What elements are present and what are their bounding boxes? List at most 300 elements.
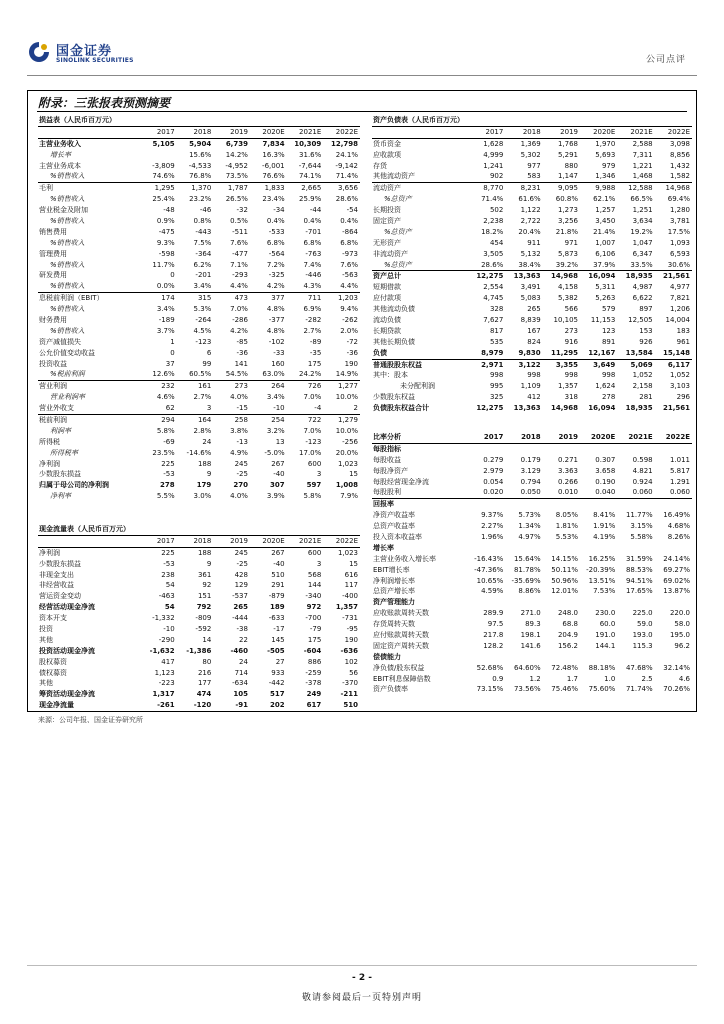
table-cell: -13	[236, 437, 248, 446]
table-cell: 1,206	[669, 305, 690, 314]
table-cell: 245	[234, 459, 248, 468]
table-row	[372, 161, 692, 172]
table-cell: 2.8%	[193, 426, 212, 435]
row-label: 非经营收益	[39, 581, 74, 590]
row-label: 增长率	[50, 150, 71, 159]
table-cell: 12,275	[468, 271, 505, 282]
row-label: %销售收入	[50, 172, 85, 181]
table-cell: 0	[170, 348, 175, 357]
table-cell: -370	[342, 679, 358, 688]
table-row	[38, 459, 360, 470]
table-cell: 167	[527, 326, 541, 335]
table-cell: 3.7%	[156, 326, 175, 335]
table-cell: -48	[163, 206, 175, 215]
row-label: 存货	[373, 161, 387, 170]
table-cell: -864	[342, 227, 358, 236]
table-cell: 7,834	[262, 139, 285, 148]
row-label: 固定资产	[373, 216, 401, 225]
table-cell: 1,109	[520, 382, 541, 391]
table-cell: 4.2%	[230, 326, 248, 335]
table-cell: 7.53%	[593, 587, 616, 596]
table-cell: 998	[489, 371, 504, 380]
table-cell: 0.4%	[303, 216, 322, 225]
table-cell: 8.26%	[667, 532, 690, 541]
table-cell: 1.011	[669, 455, 690, 464]
table-row	[38, 369, 360, 380]
table-cell: 58.0	[674, 620, 690, 629]
table-cell: 8,856	[669, 150, 690, 159]
table-cell: 1,203	[323, 293, 360, 304]
row-label: 短期借款	[373, 283, 401, 292]
table-cell: 13	[275, 437, 285, 446]
table-cell: 1,357	[335, 603, 358, 612]
table-cell: 117	[344, 581, 358, 590]
table-cell: -85	[236, 337, 248, 346]
table-cell: 38.4%	[518, 260, 541, 269]
table-cell: 267	[271, 548, 285, 557]
table-cell: 9,095	[543, 183, 580, 194]
section-title: 资产负债表（人民币百万元）	[372, 115, 692, 126]
table-cell: 583	[527, 172, 541, 181]
table-row	[372, 138, 692, 149]
table-cell: 21.4%	[593, 227, 616, 236]
table-cell: 156.2	[557, 641, 578, 650]
table-cell: 2.7%	[193, 393, 212, 402]
table-cell: -443	[195, 227, 212, 236]
table-cell: 160	[271, 359, 285, 368]
table-cell: 1,787	[213, 183, 250, 194]
table-cell: 24.1%	[335, 150, 358, 159]
table-row	[38, 426, 360, 437]
table-cell: 0.794	[520, 477, 541, 486]
table-cell: 616	[344, 570, 358, 579]
table-cell: 10.65%	[476, 576, 504, 585]
table-cell: 7,627	[483, 315, 504, 324]
table-row	[372, 684, 692, 695]
table-cell: 13,363	[513, 404, 541, 413]
section-title: 现金流量表（人民币百万元）	[38, 524, 360, 535]
table-cell: 568	[307, 570, 322, 579]
table-cell: 258	[213, 415, 250, 426]
table-cell: -16.43%	[474, 554, 504, 563]
table-cell: 4.6%	[156, 393, 175, 402]
row-label: 资产负债率	[373, 685, 408, 694]
table-cell: 3	[206, 404, 212, 413]
table-cell: 579	[601, 305, 616, 314]
table-cell: 17.65%	[625, 587, 653, 596]
row-label: %销售收入	[50, 282, 85, 291]
table-row	[38, 547, 360, 558]
table-cell: 3,098	[669, 139, 690, 148]
table-cell: -731	[342, 614, 358, 623]
table-cell: -44	[309, 206, 322, 215]
table-row	[38, 348, 360, 359]
table-cell: 3,505	[483, 249, 504, 258]
table-cell: 1,277	[323, 381, 360, 392]
table-cell: -442	[268, 679, 285, 688]
year-header-row	[38, 126, 360, 138]
table-cell: 39.2%	[555, 260, 578, 269]
row-label: 其他	[39, 679, 53, 688]
table-cell: 74.6%	[152, 172, 175, 181]
table-cell: 1.0	[604, 674, 616, 683]
table-cell: 0.4%	[340, 216, 358, 225]
table-cell	[617, 499, 654, 510]
table-cell	[617, 597, 654, 608]
table-cell: 21.8%	[555, 227, 578, 236]
table-cell	[543, 652, 580, 663]
table-cell: 4.4%	[230, 282, 248, 291]
table-cell: 0.279	[483, 455, 504, 464]
table-cell: 1,468	[632, 172, 653, 181]
table-row	[38, 381, 360, 392]
table-cell: 7.9%	[340, 492, 358, 501]
table-cell: 8,770	[468, 183, 505, 194]
table-cell: -95	[346, 624, 358, 633]
table-cell: 998	[601, 371, 616, 380]
table-cell: 510	[343, 701, 358, 710]
row-label: 研发费用	[39, 271, 67, 280]
table-cell: 961	[676, 337, 690, 346]
table-cell: -10	[163, 624, 175, 633]
table-cell: 37	[165, 359, 175, 368]
row-label: 资产总计	[372, 271, 468, 282]
table-cell: 164	[177, 415, 214, 426]
table-row	[372, 554, 692, 565]
row-label: %销售收入	[50, 260, 85, 269]
row-label: %总资产	[384, 260, 412, 269]
table-row	[38, 448, 360, 459]
table-cell: 0.307	[595, 455, 616, 464]
table-cell: 69.02%	[663, 576, 690, 585]
row-label: 每股股利	[373, 488, 401, 497]
row-label: 每股收益	[373, 455, 401, 464]
row-label: %销售收入	[50, 195, 85, 204]
table-cell: 0.010	[557, 488, 578, 497]
table-row	[372, 619, 692, 630]
table-cell: 105	[233, 690, 248, 699]
table-cell: 14,968	[550, 404, 578, 413]
cashflow-statement-table	[38, 524, 360, 711]
table-cell: 0.924	[632, 477, 653, 486]
table-row	[372, 392, 692, 403]
table-cell: 1,369	[520, 139, 541, 148]
table-cell: 0.9	[492, 674, 504, 683]
table-cell: 315	[177, 293, 214, 304]
table-cell	[617, 543, 654, 554]
table-cell	[543, 597, 580, 608]
table-cell: -290	[158, 635, 175, 644]
table-cell	[543, 443, 580, 454]
table-cell: 2.7%	[303, 326, 322, 335]
table-cell: 190	[344, 635, 358, 644]
table-cell: -5.0%	[264, 448, 285, 457]
row-label: 少数股东损益	[39, 470, 81, 479]
table-cell: 123	[601, 326, 616, 335]
table-cell: 617	[306, 701, 322, 710]
table-cell: 141	[234, 359, 248, 368]
table-cell: 12.01%	[551, 587, 578, 596]
table-cell: 7.5%	[193, 238, 212, 247]
table-cell: 6.8%	[266, 238, 285, 247]
year-header: 2018	[177, 126, 214, 138]
table-cell: -15	[236, 404, 248, 413]
table-cell: 412	[527, 393, 541, 402]
table-cell: 270	[233, 481, 248, 490]
table-cell: -511	[232, 227, 248, 236]
table-cell: -505	[267, 646, 285, 655]
table-cell	[543, 499, 580, 510]
table-cell: 6.2%	[193, 260, 212, 269]
table-cell: -33	[273, 348, 285, 357]
table-cell: 281	[639, 393, 653, 402]
table-cell: 75.46%	[551, 685, 578, 694]
year-header: 2021E	[287, 126, 324, 138]
document-type: 公司点评	[645, 55, 686, 65]
table-cell: -809	[195, 614, 212, 623]
row-label: 长期贷款	[373, 326, 401, 335]
table-cell: 12,167	[588, 348, 616, 357]
table-cell: -378	[305, 679, 322, 688]
table-cell	[468, 597, 505, 608]
table-row	[38, 293, 360, 304]
row-label: 偿债能力	[373, 652, 401, 661]
table-cell	[655, 597, 692, 608]
table-cell: 74.1%	[299, 172, 322, 181]
table-cell: -325	[268, 271, 285, 280]
table-cell: 14,968	[543, 271, 580, 282]
row-label: 增长率	[373, 543, 394, 552]
table-cell: 361	[197, 570, 212, 579]
table-cell: 600	[307, 459, 322, 468]
table-cell: 75.60%	[588, 685, 616, 694]
table-cell: 273	[213, 381, 250, 392]
table-cell: 13.87%	[663, 587, 690, 596]
table-cell: 995	[489, 382, 504, 391]
table-cell: 24	[239, 657, 248, 666]
section-title-row	[372, 432, 692, 443]
table-cell: 89.3	[525, 620, 541, 629]
table-cell: 144.1	[595, 641, 616, 650]
table-cell: 71.4%	[335, 172, 358, 181]
table-cell: 17.0%	[299, 448, 322, 457]
row-label: 应付款项	[373, 294, 401, 303]
table-cell: 0.190	[595, 477, 616, 486]
table-cell: -256	[342, 437, 358, 446]
table-cell: 6.8%	[340, 238, 358, 247]
table-cell: 8.05%	[555, 511, 578, 520]
table-row	[38, 624, 360, 635]
table-cell: 1,241	[483, 161, 504, 170]
table-cell: 7.6%	[340, 260, 358, 269]
table-cell: 19.2%	[630, 227, 653, 236]
table-cell: 27	[275, 657, 285, 666]
table-cell: 4.821	[632, 466, 653, 475]
table-cell: 7,311	[632, 150, 653, 159]
year-header: 2017	[140, 126, 177, 138]
table-cell: 115.3	[632, 641, 653, 650]
table-cell: -634	[232, 679, 248, 688]
table-cell: 12,505	[628, 315, 653, 324]
table-cell: 5,069	[617, 359, 654, 370]
row-label: %销售收入	[50, 238, 85, 247]
table-row	[372, 652, 692, 663]
table-cell: 50.11%	[551, 565, 578, 574]
table-cell: 1.81%	[555, 522, 578, 531]
table-cell: 198.1	[520, 630, 541, 639]
table-cell: 6	[206, 348, 212, 357]
table-cell: 1,007	[595, 238, 616, 247]
table-cell: 3,491	[520, 283, 541, 292]
row-label: 销售费用	[39, 227, 67, 236]
table-cell: 0.0%	[156, 282, 175, 291]
table-cell: -123	[305, 437, 322, 446]
table-cell: -293	[232, 271, 248, 280]
table-row	[38, 392, 360, 403]
table-row	[372, 271, 692, 282]
table-cell: 4,158	[557, 283, 578, 292]
table-cell: 12,588	[617, 183, 654, 194]
table-cell: 714	[234, 668, 248, 677]
table-cell: 60.0	[599, 620, 616, 629]
table-cell: 3.4%	[156, 305, 175, 314]
table-row	[372, 477, 692, 488]
disclaimer-note: 敬请参阅最后一页特别声明	[301, 993, 422, 1003]
table-cell: -364	[195, 249, 212, 258]
table-cell: 71.4%	[481, 195, 504, 204]
table-cell: 6,117	[655, 359, 692, 370]
row-label: 回报率	[372, 499, 468, 510]
table-row	[38, 580, 360, 591]
table-cell: 8,231	[505, 183, 542, 194]
table-cell: 1.96%	[481, 532, 504, 541]
table-cell: 225	[161, 459, 175, 468]
table-cell: 31.59%	[625, 554, 653, 563]
table-cell: 4.0%	[230, 393, 248, 402]
table-cell: 979	[601, 161, 616, 170]
table-cell: 4.0%	[230, 492, 248, 501]
row-label: EBIT利息保障倍数	[373, 674, 431, 683]
table-cell: 245	[234, 548, 248, 557]
table-cell: 21,561	[655, 271, 692, 282]
table-cell: 2,971	[468, 359, 505, 370]
table-cell	[580, 543, 617, 554]
table-cell: -879	[268, 592, 285, 601]
table-cell: 5.73%	[518, 511, 541, 520]
year-header: 2019	[543, 432, 580, 443]
table-row	[372, 293, 692, 304]
table-cell: 225.0	[632, 609, 653, 618]
table-cell	[505, 597, 542, 608]
table-cell: -10	[273, 404, 285, 413]
table-cell: 267	[271, 459, 285, 468]
table-cell: 3	[316, 559, 322, 568]
table-cell	[468, 443, 505, 454]
table-cell: -444	[232, 614, 248, 623]
table-cell: 4.97%	[518, 532, 541, 541]
table-cell: 2.27%	[481, 522, 504, 531]
table-cell: 2,554	[483, 283, 504, 292]
table-row	[372, 304, 692, 315]
table-cell: 99	[202, 359, 212, 368]
table-cell: 188	[197, 548, 212, 557]
table-cell: 1,023	[337, 459, 358, 468]
table-row	[38, 480, 360, 491]
row-label: %销售收入	[50, 216, 85, 225]
table-cell: -340	[305, 592, 322, 601]
table-cell: 60.8%	[555, 195, 578, 204]
table-cell: 5,132	[520, 249, 541, 258]
row-label: 息税前利润（EBIT）	[38, 293, 140, 304]
table-cell: 3.0%	[193, 492, 212, 501]
row-label: 营业利润	[38, 381, 140, 392]
table-row	[38, 227, 360, 238]
table-row	[372, 641, 692, 652]
row-label: 净利润	[39, 548, 60, 557]
table-cell: 998	[564, 371, 578, 380]
table-cell: 1.91%	[593, 522, 616, 531]
table-cell: -25	[236, 470, 248, 479]
row-label: 毛利	[38, 183, 140, 194]
table-row	[372, 194, 692, 205]
table-cell: -36	[236, 348, 248, 357]
table-cell: 11,153	[590, 315, 616, 324]
table-cell: 230.0	[595, 609, 616, 618]
table-cell: 933	[271, 668, 285, 677]
table-cell: 97.5	[487, 620, 504, 629]
row-label: 负债	[373, 348, 387, 357]
table-cell	[543, 543, 580, 554]
table-cell: 7.6%	[230, 238, 248, 247]
table-cell: 1,295	[140, 183, 177, 194]
table-row	[372, 205, 692, 216]
table-cell	[655, 443, 692, 454]
table-cell: 1,833	[250, 183, 287, 194]
row-label: 无形资产	[373, 238, 401, 247]
table-cell: 502	[489, 206, 504, 215]
table-cell: 1.34%	[518, 522, 541, 531]
table-cell: 535	[489, 337, 504, 346]
table-cell: 6,347	[632, 249, 653, 258]
table-cell: 5,291	[557, 150, 578, 159]
table-cell: 202	[270, 701, 285, 710]
table-row	[38, 238, 360, 249]
table-cell: 3.363	[557, 466, 578, 475]
table-cell: -34	[273, 206, 285, 215]
table-row	[38, 646, 360, 657]
table-cell: 566	[564, 305, 578, 314]
table-cell: -211	[340, 690, 358, 699]
header-blank	[372, 126, 468, 138]
table-cell: 4.9%	[230, 448, 248, 457]
table-cell: 0.020	[483, 488, 504, 497]
row-label: 流动负债	[373, 315, 401, 324]
row-label: 税前利润	[38, 415, 140, 426]
table-row	[372, 348, 692, 359]
table-cell: 68.8	[562, 620, 578, 629]
table-cell: -4,533	[188, 161, 212, 170]
table-row	[38, 613, 360, 624]
table-cell: 278	[601, 393, 616, 402]
table-cell: 5,302	[520, 150, 541, 159]
row-label: 未分配利润	[400, 382, 435, 391]
row-label: %总资产	[384, 195, 412, 204]
table-row	[38, 491, 360, 502]
table-cell: 328	[489, 305, 504, 314]
table-cell: 473	[213, 293, 250, 304]
row-label: 总资产增长率	[373, 587, 415, 596]
table-cell: -259	[305, 668, 322, 677]
